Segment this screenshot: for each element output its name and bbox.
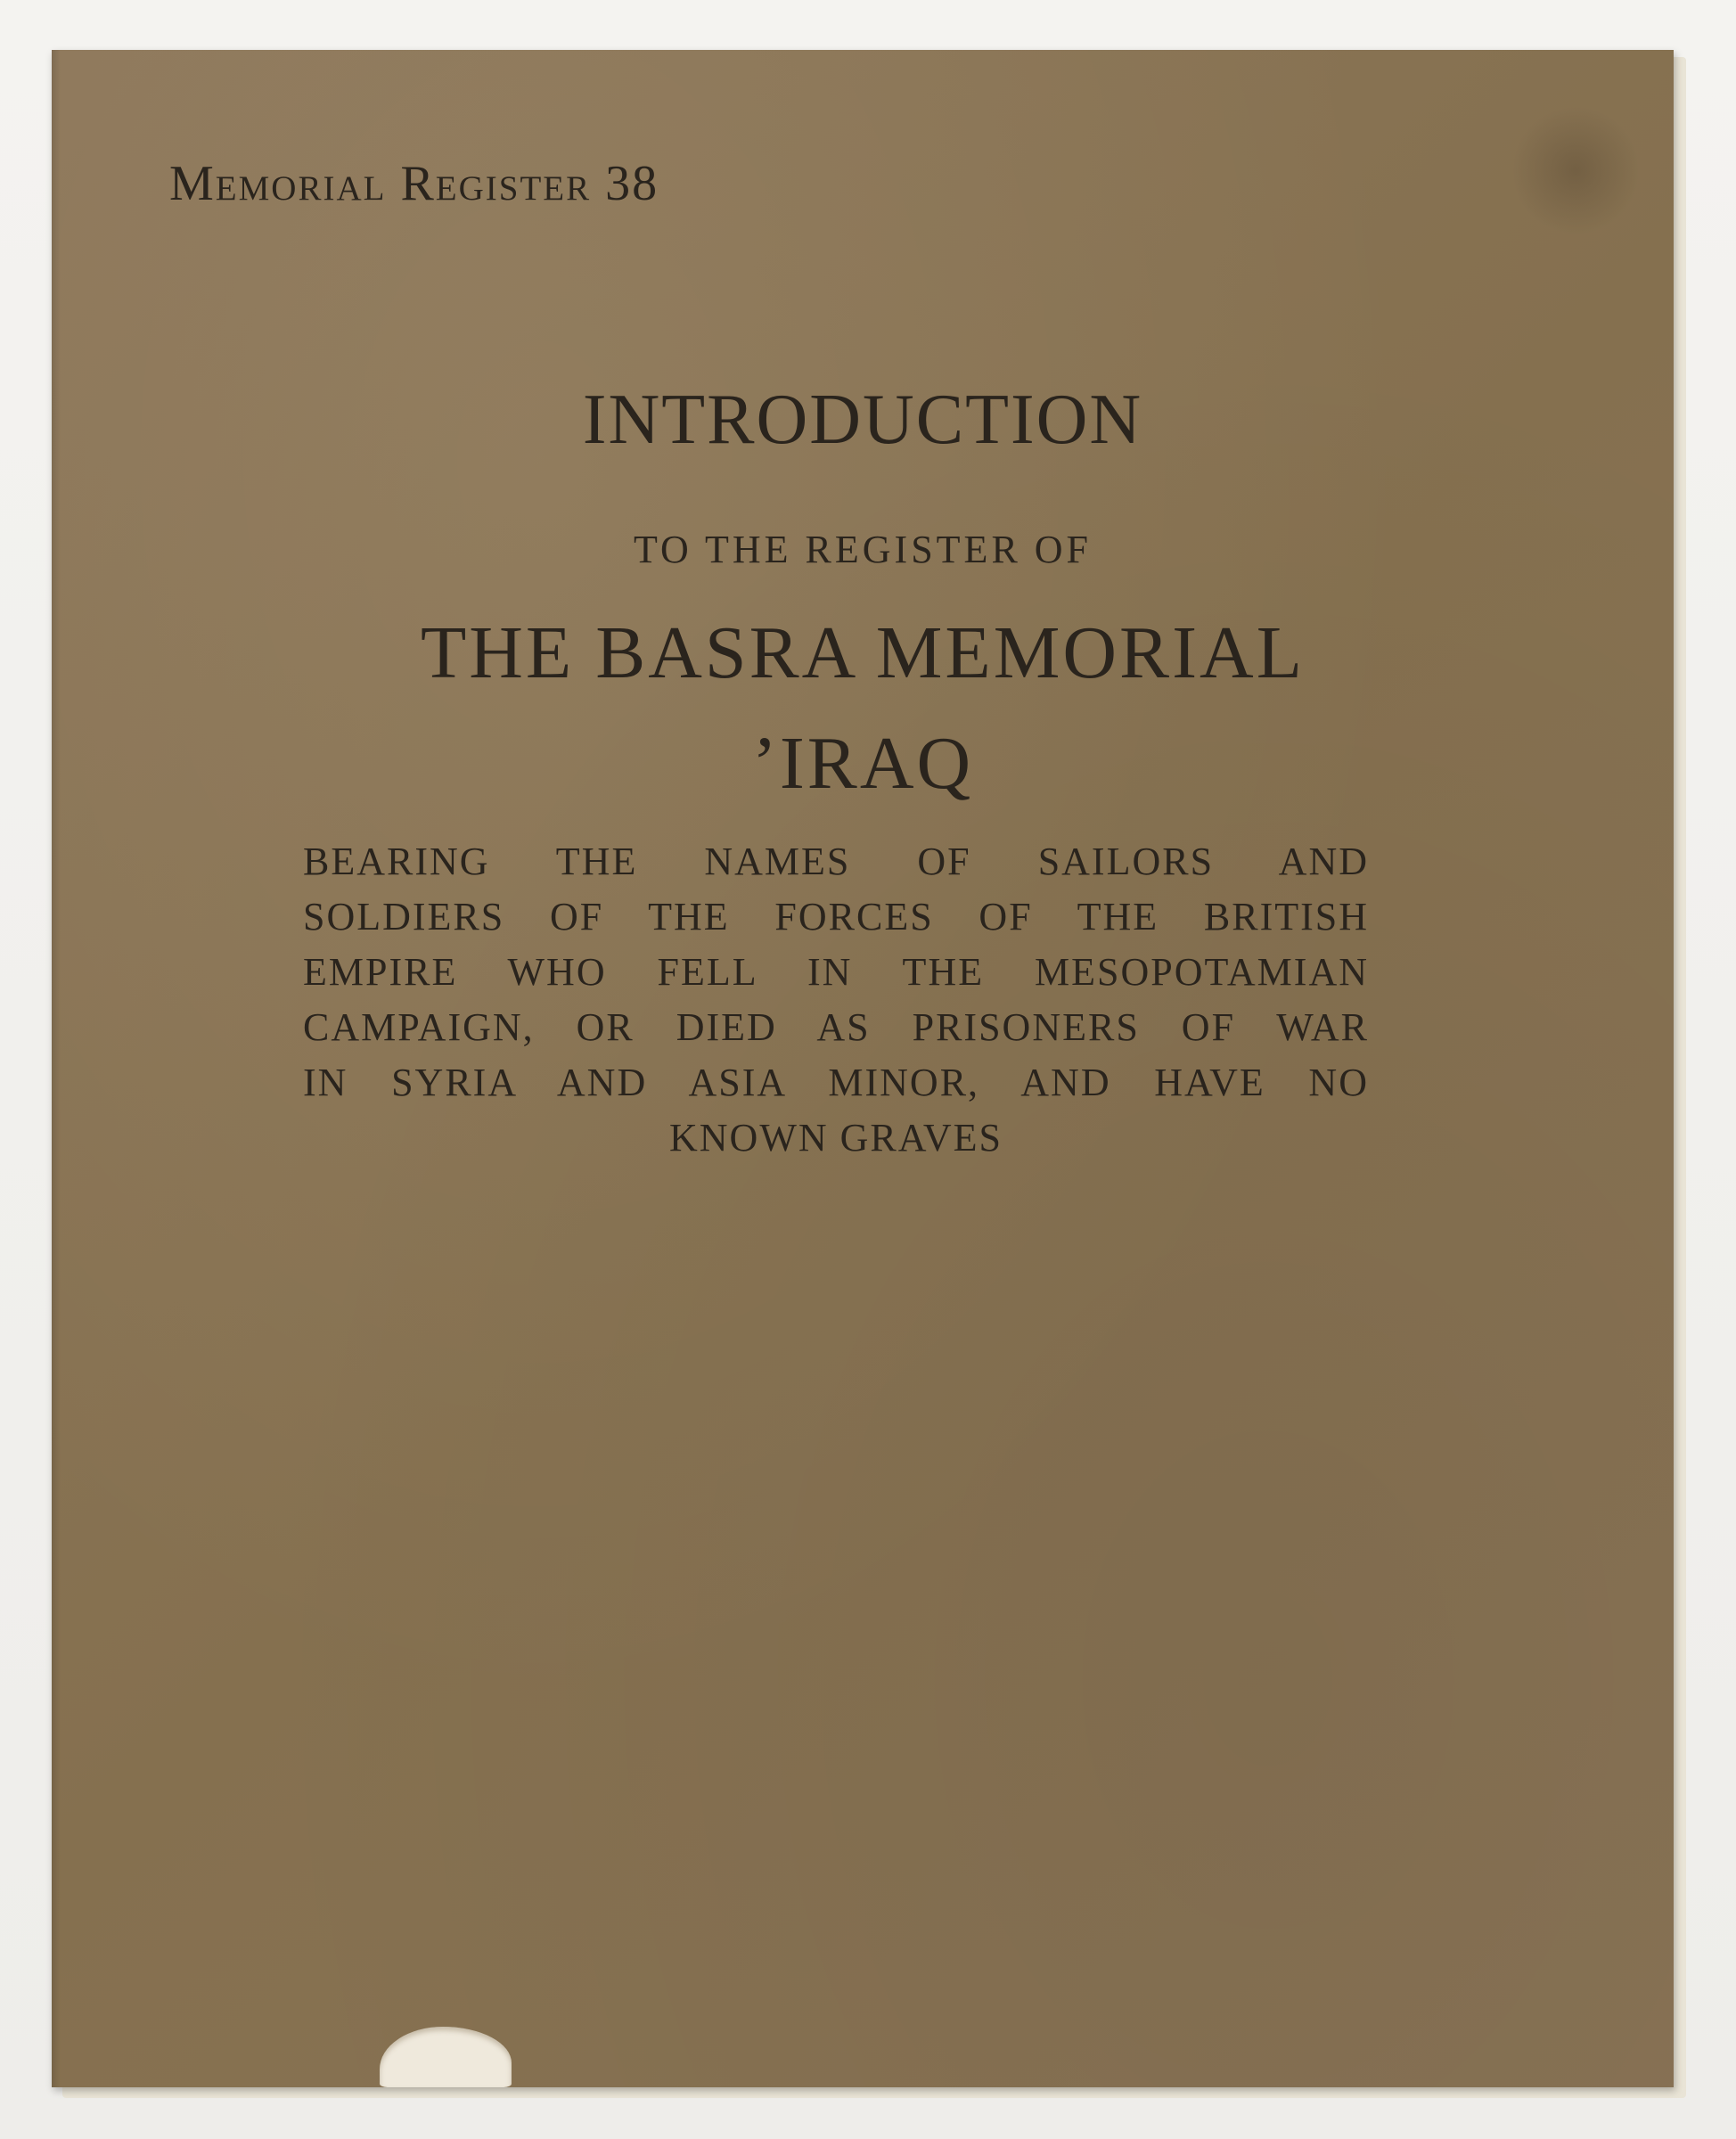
series-label: Memorial Register 38: [169, 156, 659, 211]
memorial-place: ’IRAQ: [751, 722, 974, 805]
description-line: SOLDIERS OF THE FORCES OF THE BRITISH: [303, 895, 1369, 938]
description-line: IN SYRIA AND ASIA MINOR, AND HAVE NO: [303, 1061, 1369, 1104]
cover-heading: INTRODUCTION: [582, 381, 1143, 459]
spine-shadow: [52, 50, 61, 2087]
description-line: CAMPAIGN, OR DIED AS PRISONERS OF WAR: [303, 1005, 1369, 1049]
description-line: EMPIRE WHO FELL IN THE MESOPOTAMIAN: [303, 950, 1369, 994]
memorial-name: THE BASRA MEMORIAL: [420, 611, 1306, 694]
cover-description: [303, 834, 1369, 1166]
description-line: KNOWN GRAVES: [669, 1116, 1003, 1160]
cover-stain: [1513, 103, 1638, 237]
torn-corner: [380, 2027, 512, 2087]
description-line: BEARING THE NAMES OF SAILORS AND: [303, 840, 1369, 883]
booklet-cover: [52, 50, 1674, 2087]
cover-subheading: TO THE REGISTER OF: [633, 528, 1093, 571]
